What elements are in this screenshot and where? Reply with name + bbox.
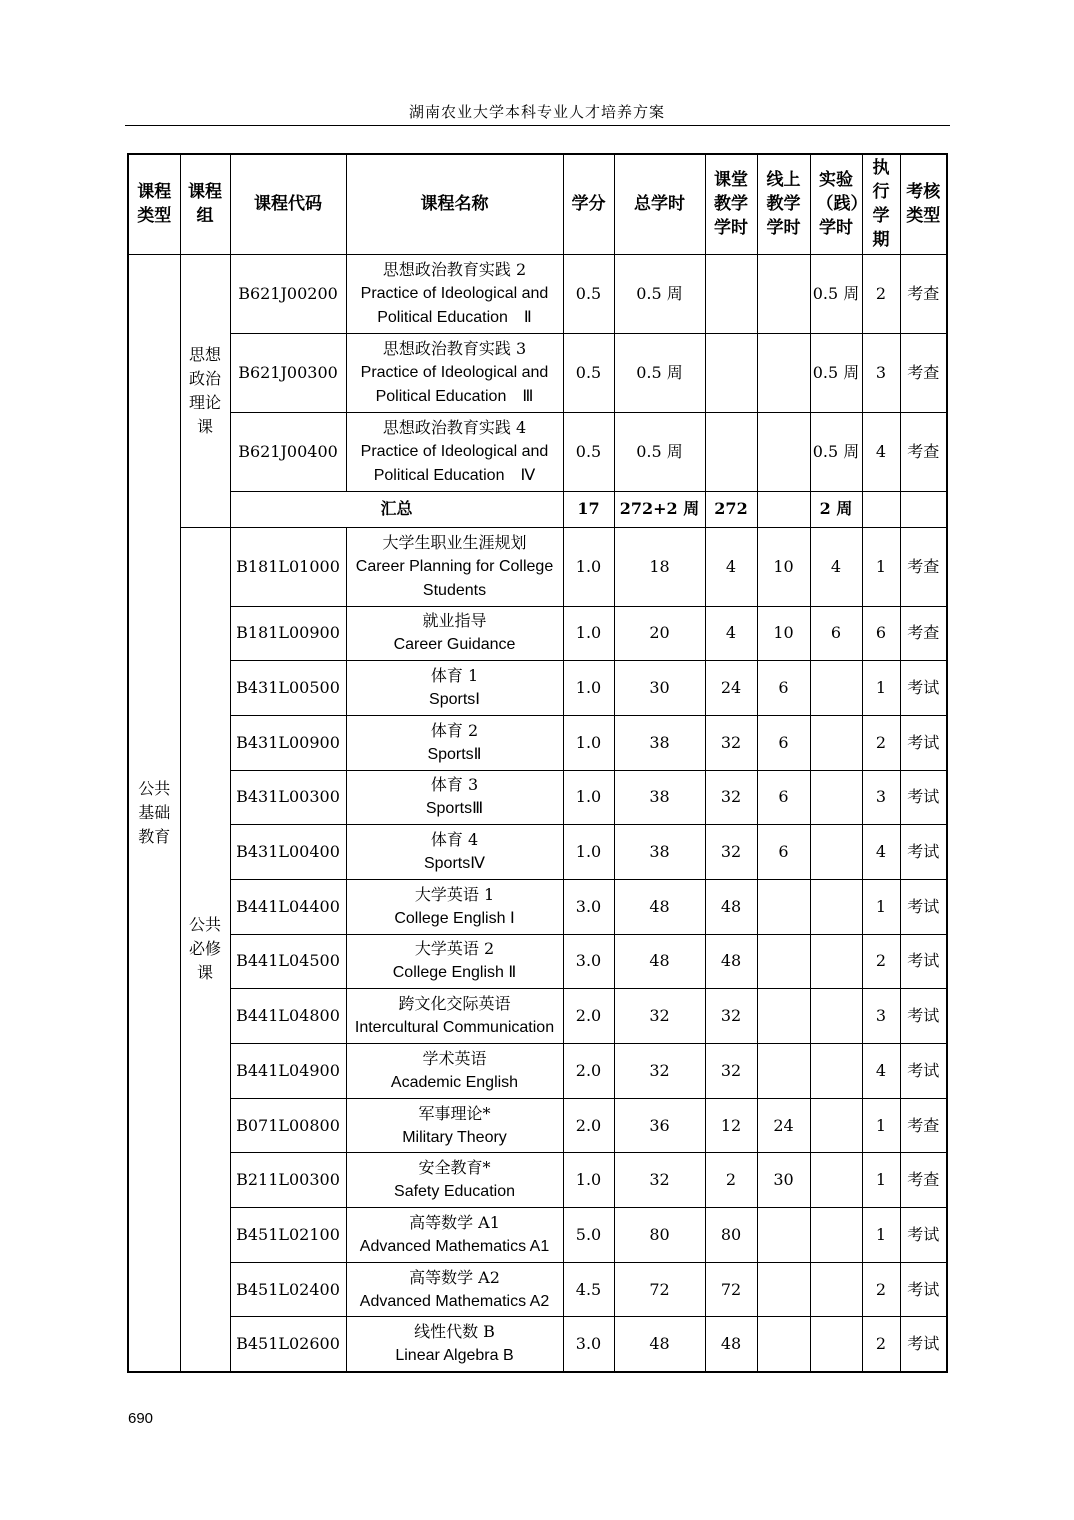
assessment: 考试 — [900, 989, 947, 1044]
total-hours: 80 — [614, 1208, 705, 1263]
online-hours: 10 — [757, 527, 810, 606]
header-class-hours: 课堂教学学时 — [705, 154, 757, 254]
table-row — [128, 770, 947, 825]
table-row — [128, 527, 947, 606]
assessment: 考试 — [900, 770, 947, 825]
summary-online-hours — [757, 491, 810, 527]
summary-label: 汇总 — [230, 491, 563, 527]
total-hours: 32 — [614, 989, 705, 1044]
header-rule — [125, 125, 950, 126]
course-table — [127, 153, 948, 1373]
header-total-hours: 总学时 — [614, 154, 705, 254]
assessment: 考查 — [900, 527, 947, 606]
total-hours: 0.5 周 — [614, 333, 705, 412]
lab-hours: 0.5 周 — [810, 333, 862, 412]
course-name: 思想政治教育实践 3 Practice of Ideological and Political Education Ⅲ — [346, 333, 563, 412]
lab-hours — [810, 825, 862, 880]
course-name: 思想政治教育实践 4 Practice of Ideological and Political Education Ⅳ — [346, 412, 563, 491]
assessment: 考试 — [900, 879, 947, 934]
online-hours — [757, 1044, 810, 1099]
table-row — [128, 1208, 947, 1263]
course-name: 高等数学 A1 Advanced Mathematics A1 — [346, 1208, 563, 1263]
semester: 2 — [862, 254, 900, 333]
assessment: 考试 — [900, 825, 947, 880]
summary-assessment — [900, 491, 947, 527]
assessment: 考试 — [900, 1208, 947, 1263]
course-group-cell: 思想政治理论课 — [180, 254, 230, 527]
course-name: 高等数学 A2 Advanced Mathematics A2 — [346, 1262, 563, 1317]
total-hours: 72 — [614, 1262, 705, 1317]
summary-total-hours: 272+2 周 — [614, 491, 705, 527]
credit: 1.0 — [563, 1153, 614, 1208]
online-hours — [757, 254, 810, 333]
class-hours: 72 — [705, 1262, 757, 1317]
total-hours: 38 — [614, 825, 705, 880]
class-hours: 12 — [705, 1098, 757, 1153]
course-code: B621J00300 — [230, 333, 346, 412]
course-name: 体育 1 SportsⅠ — [346, 661, 563, 716]
course-code: B451L02100 — [230, 1208, 346, 1263]
total-hours: 48 — [614, 934, 705, 989]
credit: 2.0 — [563, 1044, 614, 1099]
table-row — [128, 1098, 947, 1153]
lab-hours — [810, 770, 862, 825]
online-hours — [757, 934, 810, 989]
course-type-cell: 公共基础教育 — [128, 254, 180, 1372]
course-code: B431L00300 — [230, 770, 346, 825]
semester: 1 — [862, 1208, 900, 1263]
assessment: 考查 — [900, 1153, 947, 1208]
class-hours: 32 — [705, 770, 757, 825]
lab-hours — [810, 1098, 862, 1153]
semester: 4 — [862, 1044, 900, 1099]
online-hours — [757, 1317, 810, 1372]
table-row — [128, 825, 947, 880]
course-code: B211L00300 — [230, 1153, 346, 1208]
online-hours: 6 — [757, 715, 810, 770]
course-code: B071L00800 — [230, 1098, 346, 1153]
semester: 4 — [862, 412, 900, 491]
semester: 2 — [862, 1262, 900, 1317]
total-hours: 36 — [614, 1098, 705, 1153]
online-hours — [757, 412, 810, 491]
assessment: 考查 — [900, 1098, 947, 1153]
course-name: 线性代数 B Linear Algebra B — [346, 1317, 563, 1372]
semester: 2 — [862, 934, 900, 989]
lab-hours — [810, 715, 862, 770]
header-course-group: 课程组 — [180, 154, 230, 254]
table-row — [128, 989, 947, 1044]
course-name: 跨文化交际英语 Intercultural Communication — [346, 989, 563, 1044]
semester: 2 — [862, 1317, 900, 1372]
assessment: 考查 — [900, 254, 947, 333]
class-hours: 4 — [705, 606, 757, 661]
summary-semester — [862, 491, 900, 527]
course-group-cell: 公共必修课 — [180, 527, 230, 1372]
table-row — [128, 1262, 947, 1317]
lab-hours — [810, 989, 862, 1044]
class-hours: 80 — [705, 1208, 757, 1263]
class-hours: 48 — [705, 879, 757, 934]
credit: 3.0 — [563, 879, 614, 934]
header-course-code: 课程代码 — [230, 154, 346, 254]
credit: 3.0 — [563, 934, 614, 989]
semester: 1 — [862, 1153, 900, 1208]
lab-hours: 6 — [810, 606, 862, 661]
total-hours: 20 — [614, 606, 705, 661]
lab-hours — [810, 879, 862, 934]
lab-hours — [810, 1262, 862, 1317]
table-header-row — [128, 154, 947, 254]
page-number: 690 — [128, 1410, 154, 1427]
table-row — [128, 333, 947, 412]
online-hours: 6 — [757, 770, 810, 825]
course-code: B431L00400 — [230, 825, 346, 880]
header-credit: 学分 — [563, 154, 614, 254]
course-code: B621J00200 — [230, 254, 346, 333]
lab-hours: 4 — [810, 527, 862, 606]
course-name: 体育 3 SportsⅢ — [346, 770, 563, 825]
course-code: B621J00400 — [230, 412, 346, 491]
summary-credit: 17 — [563, 491, 614, 527]
table-row — [128, 661, 947, 716]
semester: 4 — [862, 825, 900, 880]
assessment: 考试 — [900, 715, 947, 770]
header-course-type: 课程类型 — [128, 154, 180, 254]
total-hours: 32 — [614, 1153, 705, 1208]
table-row — [128, 934, 947, 989]
course-code: B181L00900 — [230, 606, 346, 661]
course-code: B441L04800 — [230, 989, 346, 1044]
semester: 3 — [862, 333, 900, 412]
total-hours: 38 — [614, 770, 705, 825]
credit: 1.0 — [563, 770, 614, 825]
semester: 2 — [862, 715, 900, 770]
header-assessment: 考核类型 — [900, 154, 947, 254]
course-code: B441L04500 — [230, 934, 346, 989]
header-online-hours: 线上教学学时 — [757, 154, 810, 254]
online-hours: 6 — [757, 825, 810, 880]
online-hours: 24 — [757, 1098, 810, 1153]
total-hours: 0.5 周 — [614, 254, 705, 333]
total-hours: 38 — [614, 715, 705, 770]
assessment: 考试 — [900, 661, 947, 716]
header-course-name: 课程名称 — [346, 154, 563, 254]
assessment: 考试 — [900, 1262, 947, 1317]
class-hours: 2 — [705, 1153, 757, 1208]
credit: 0.5 — [563, 254, 614, 333]
credit: 1.0 — [563, 606, 614, 661]
credit: 0.5 — [563, 333, 614, 412]
total-hours: 0.5 周 — [614, 412, 705, 491]
online-hours — [757, 333, 810, 412]
table-row — [128, 715, 947, 770]
assessment: 考查 — [900, 412, 947, 491]
table-row — [128, 1153, 947, 1208]
course-name: 学术英语 Academic English — [346, 1044, 563, 1099]
assessment: 考查 — [900, 606, 947, 661]
credit: 1.0 — [563, 661, 614, 716]
course-code: B441L04900 — [230, 1044, 346, 1099]
table-row — [128, 412, 947, 491]
assessment: 考试 — [900, 1044, 947, 1099]
course-code: B431L00900 — [230, 715, 346, 770]
online-hours: 6 — [757, 661, 810, 716]
assessment: 考查 — [900, 333, 947, 412]
table-row — [128, 1317, 947, 1372]
table-row — [128, 254, 947, 333]
lab-hours — [810, 1044, 862, 1099]
online-hours — [757, 1262, 810, 1317]
online-hours — [757, 1208, 810, 1263]
semester: 6 — [862, 606, 900, 661]
total-hours: 48 — [614, 879, 705, 934]
online-hours: 30 — [757, 1153, 810, 1208]
lab-hours — [810, 934, 862, 989]
lab-hours — [810, 661, 862, 716]
assessment: 考试 — [900, 1317, 947, 1372]
class-hours: 32 — [705, 1044, 757, 1099]
course-name: 安全教育* Safety Education — [346, 1153, 563, 1208]
credit: 2.0 — [563, 1098, 614, 1153]
total-hours: 18 — [614, 527, 705, 606]
semester: 3 — [862, 770, 900, 825]
online-hours — [757, 989, 810, 1044]
course-code: B451L02600 — [230, 1317, 346, 1372]
semester: 1 — [862, 1098, 900, 1153]
course-name: 体育 2 SportsⅡ — [346, 715, 563, 770]
credit: 0.5 — [563, 412, 614, 491]
class-hours: 4 — [705, 527, 757, 606]
course-name: 体育 4 SportsⅣ — [346, 825, 563, 880]
credit: 2.0 — [563, 989, 614, 1044]
table-row — [128, 1044, 947, 1099]
class-hours: 32 — [705, 715, 757, 770]
table-row — [128, 879, 947, 934]
course-code: B451L02400 — [230, 1262, 346, 1317]
summary-lab-hours: 2 周 — [810, 491, 862, 527]
total-hours: 32 — [614, 1044, 705, 1099]
semester: 1 — [862, 661, 900, 716]
online-hours — [757, 879, 810, 934]
class-hours: 24 — [705, 661, 757, 716]
table-row — [128, 606, 947, 661]
online-hours: 10 — [757, 606, 810, 661]
credit: 5.0 — [563, 1208, 614, 1263]
credit: 4.5 — [563, 1262, 614, 1317]
assessment: 考试 — [900, 934, 947, 989]
total-hours: 30 — [614, 661, 705, 716]
summary-row — [128, 491, 947, 527]
class-hours: 48 — [705, 934, 757, 989]
semester: 3 — [862, 989, 900, 1044]
course-name: 思想政治教育实践 2 Practice of Ideological and Political Education Ⅱ — [346, 254, 563, 333]
lab-hours — [810, 1317, 862, 1372]
lab-hours — [810, 1153, 862, 1208]
credit: 1.0 — [563, 527, 614, 606]
course-name: 就业指导 Career Guidance — [346, 606, 563, 661]
class-hours — [705, 412, 757, 491]
class-hours — [705, 254, 757, 333]
class-hours: 48 — [705, 1317, 757, 1372]
course-name: 军事理论* Military Theory — [346, 1098, 563, 1153]
credit: 3.0 — [563, 1317, 614, 1372]
course-name: 大学英语 1 College English Ⅰ — [346, 879, 563, 934]
course-code: B431L00500 — [230, 661, 346, 716]
total-hours: 48 — [614, 1317, 705, 1372]
semester: 1 — [862, 879, 900, 934]
course-code: B441L04400 — [230, 879, 346, 934]
course-name: 大学生职业生涯规划 Career Planning for College Students — [346, 527, 563, 606]
class-hours — [705, 333, 757, 412]
course-name: 大学英语 2 College English Ⅱ — [346, 934, 563, 989]
lab-hours: 0.5 周 — [810, 412, 862, 491]
page-header-title: 湖南农业大学本科专业人才培养方案 — [408, 103, 665, 121]
class-hours: 32 — [705, 989, 757, 1044]
credit: 1.0 — [563, 715, 614, 770]
course-code: B181L01000 — [230, 527, 346, 606]
header-semester: 执行学期 — [862, 154, 900, 254]
class-hours: 32 — [705, 825, 757, 880]
semester: 1 — [862, 527, 900, 606]
summary-class-hours: 272 — [705, 491, 757, 527]
lab-hours — [810, 1208, 862, 1263]
header-lab-hours: 实验（践）学时 — [810, 154, 862, 254]
lab-hours: 0.5 周 — [810, 254, 862, 333]
credit: 1.0 — [563, 825, 614, 880]
